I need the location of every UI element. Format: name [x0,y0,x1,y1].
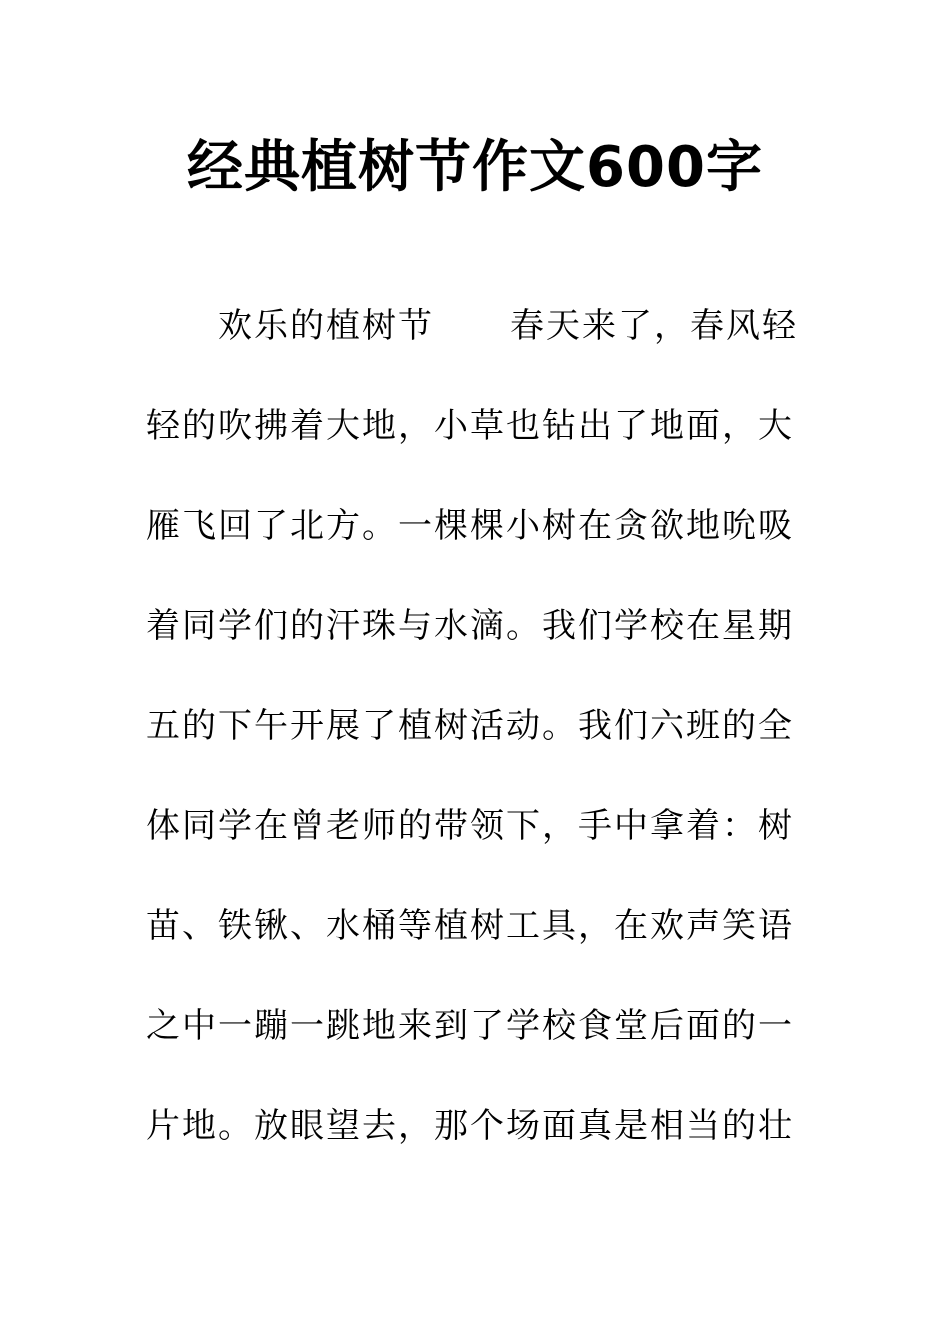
essay-body [146,300,808,1200]
document-title: 经典植树节作文600字 [187,135,763,200]
essay-subtitle: 欢乐的植树节 [218,306,434,346]
essay-line-4: 着同学们的汗珠与水滴。我们学校在星期 [146,606,794,646]
essay-line-9: 片地。放眼望去，那个场面真是相当的壮 [146,1106,794,1146]
essay-line-7: 苗、铁锹、水桶等植树工具，在欢声笑语 [146,906,794,946]
essay-line-6: 体同学在曾老师的带领下，手中拿着：树 [146,806,794,846]
essay-line-text: 春天来了，春风轻 [510,306,798,346]
essay-line-8: 之中一蹦一跳地来到了学校食堂后面的一 [146,1006,794,1046]
essay-line-5: 五的下午开展了植树活动。我们六班的全 [146,706,794,746]
essay-line-2: 轻的吹拂着大地，小草也钻出了地面，大 [146,406,794,446]
essay-line-1 [146,300,808,400]
essay-line-3: 雁飞回了北方。一棵棵小树在贪欲地吮吸 [146,506,794,546]
